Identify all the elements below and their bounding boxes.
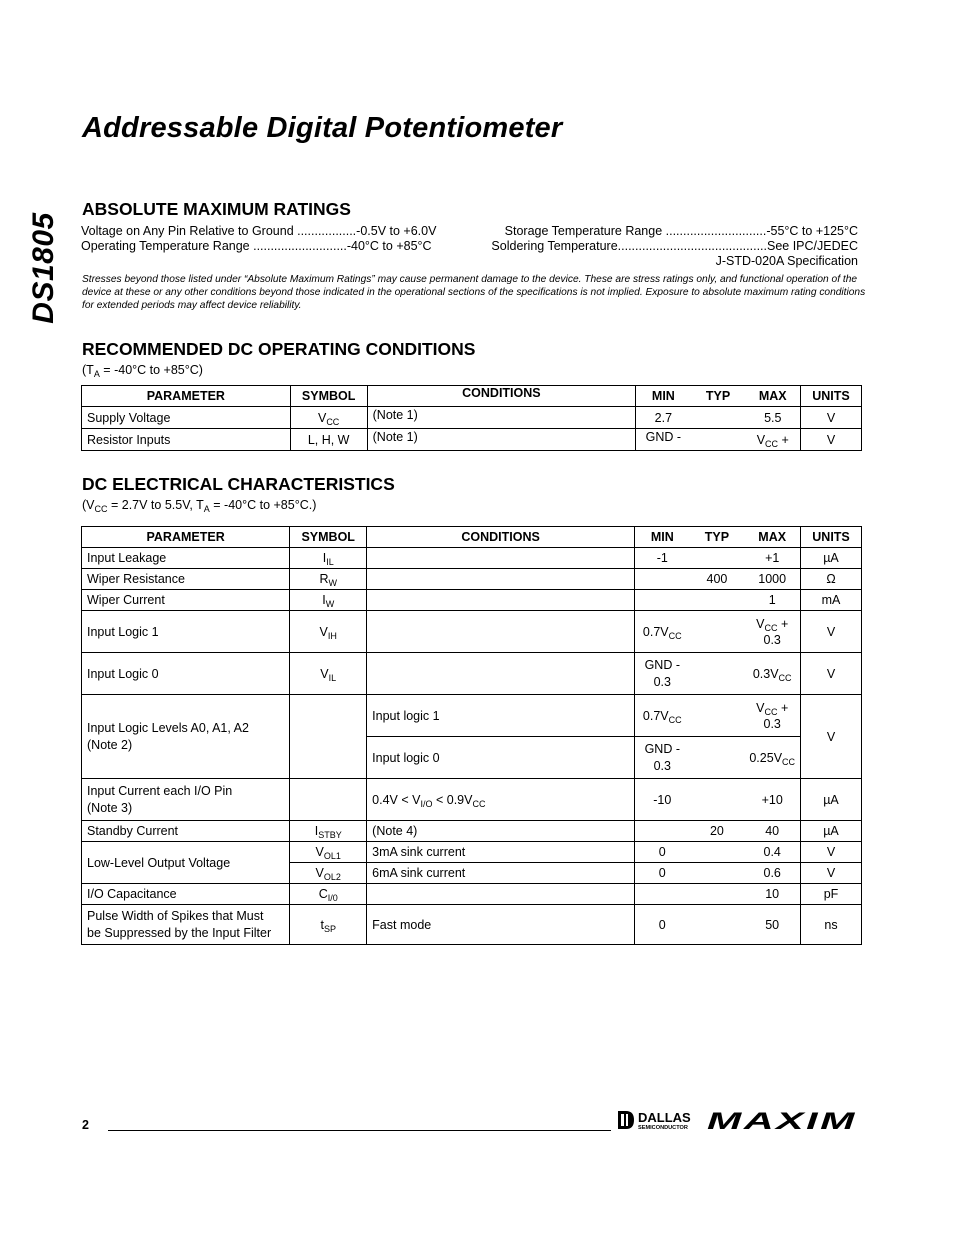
- page-title: Addressable Digital Potentiometer: [82, 112, 563, 144]
- rdc-conditions: ($T_A = -40^\circ C$ to +85°C): [82, 363, 203, 379]
- svg-text:MAXIM: MAXIM: [707, 1108, 857, 1132]
- col-max: MAX: [746, 386, 801, 407]
- table-row: I/O Capacitance $C_{I/0}$ 10 pF: [82, 884, 862, 905]
- col-symbol: SYMBOL: [290, 386, 367, 407]
- table-row: Input Current each I/O Pin (Note 3) $0.4V < V_{I/O} < 0.9V_{CC}$ -10 +10 µA: [82, 779, 862, 821]
- table-row: Input logic 0 GND - 0.3 $0.25V_{CC}$: [82, 737, 862, 779]
- svg-text:DALLAS: DALLAS: [638, 1110, 691, 1125]
- col-typ: TYP: [690, 527, 745, 548]
- rdc-header-row: [82, 386, 862, 407]
- dallas-maxim-logo: [617, 1108, 859, 1132]
- dce-conditions: ($V_{CC} = 2.7V$ to 5.5V, $T_A = -40^\circ C$ to +85°C.): [82, 498, 317, 514]
- table-row: Supply Voltage $V_{CC}$ (Note 1) 2.7 5.5 V: [82, 407, 862, 429]
- col-min: MIN: [636, 386, 691, 407]
- page-number: 2: [82, 1118, 89, 1132]
- part-number: DS1805: [27, 212, 60, 324]
- col-typ: TYP: [691, 386, 746, 407]
- amr-note: Stresses beyond those listed under “Absolute Maximum Ratings” may cause permanent damage to the device. These are stress ratings only, and functional operation of the device at these or any other conditions beyond those indicated in the operational sections of the specifications is not implied. Exposure to absolute maximum rating conditions for extended periods may affect device reliability.: [82, 274, 866, 311]
- col-conditions: CONDITIONS: [367, 527, 635, 548]
- amr-operating-temp: Operating Temperature Range ...........................-40°C to +85°C: [81, 239, 432, 253]
- table-row: Pulse Width of Spikes that Must be Suppressed by the Input Filter $t_{SP}$ Fast mode 0 50 ns: [82, 905, 862, 945]
- footer-logos: [617, 1108, 859, 1132]
- amr-storage-temp: Storage Temperature Range .............................-55°C to +125°C: [504, 224, 858, 238]
- dce-header-row: [82, 527, 862, 548]
- col-parameter: PARAMETER: [82, 386, 291, 407]
- amr-soldering-spec: J-STD-020A Specification: [715, 254, 858, 268]
- table-row: Wiper Resistance $R_W$ 400 1000 Ω: [82, 569, 862, 590]
- part-number-sidebar: [22, 198, 66, 338]
- col-units: UNITS: [801, 527, 862, 548]
- table-row: Input Leakage $I_{IL}$ -1 +1 µA: [82, 548, 862, 569]
- col-parameter: PARAMETER: [82, 527, 290, 548]
- table-row: Wiper Current $I_W$ 1 mA: [82, 590, 862, 611]
- svg-text:SEMICONDUCTOR: SEMICONDUCTOR: [638, 1125, 688, 1131]
- table-row: Input Logic 1 $V_{IH}$ $0.7V_{CC}$ $V_{CC}$ + 0.3 V: [82, 611, 862, 653]
- col-conditions: CONDITIONS: [367, 386, 636, 407]
- col-min: MIN: [635, 527, 690, 548]
- dallas-logo-icon: [618, 1111, 634, 1129]
- col-units: UNITS: [800, 386, 861, 407]
- table-row: Low-Level Output Voltage $V_{OL1}$ 3mA sink current 0 0.4 V: [82, 842, 862, 863]
- col-max: MAX: [744, 527, 800, 548]
- table-row: Resistor Inputs L, H, W (Note 1) GND - $V_{CC}$ + V: [82, 429, 862, 451]
- dce-table: [81, 526, 862, 945]
- dce-heading: DC ELECTRICAL CHARACTERISTICS: [82, 474, 395, 494]
- rdc-heading: RECOMMENDED DC OPERATING CONDITIONS: [82, 339, 476, 359]
- table-row: $V_{OL2}$ 6mA sink current 0 0.6 V: [82, 863, 862, 884]
- table-row: Input Logic Levels A0, A1, A2 (Note 2) Input logic 1 $0.7V_{CC}$ $V_{CC}$ + 0.3 V: [82, 695, 862, 737]
- amr-heading: ABSOLUTE MAXIMUM RATINGS: [82, 199, 351, 219]
- footer-rule: [108, 1130, 611, 1131]
- table-row: Standby Current $I_{STBY}$ (Note 4) 20 40 µA: [82, 821, 862, 842]
- col-symbol: SYMBOL: [290, 527, 367, 548]
- amr-voltage: Voltage on Any Pin Relative to Ground .................-0.5V to +6.0V: [81, 224, 437, 238]
- amr-soldering-temp: Soldering Temperature...........................................See IPC/JEDEC: [491, 239, 858, 253]
- rdc-table: [81, 385, 862, 451]
- table-row: Input Logic 0 $V_{IL}$ GND - 0.3 $0.3V_{CC}$ V: [82, 653, 862, 695]
